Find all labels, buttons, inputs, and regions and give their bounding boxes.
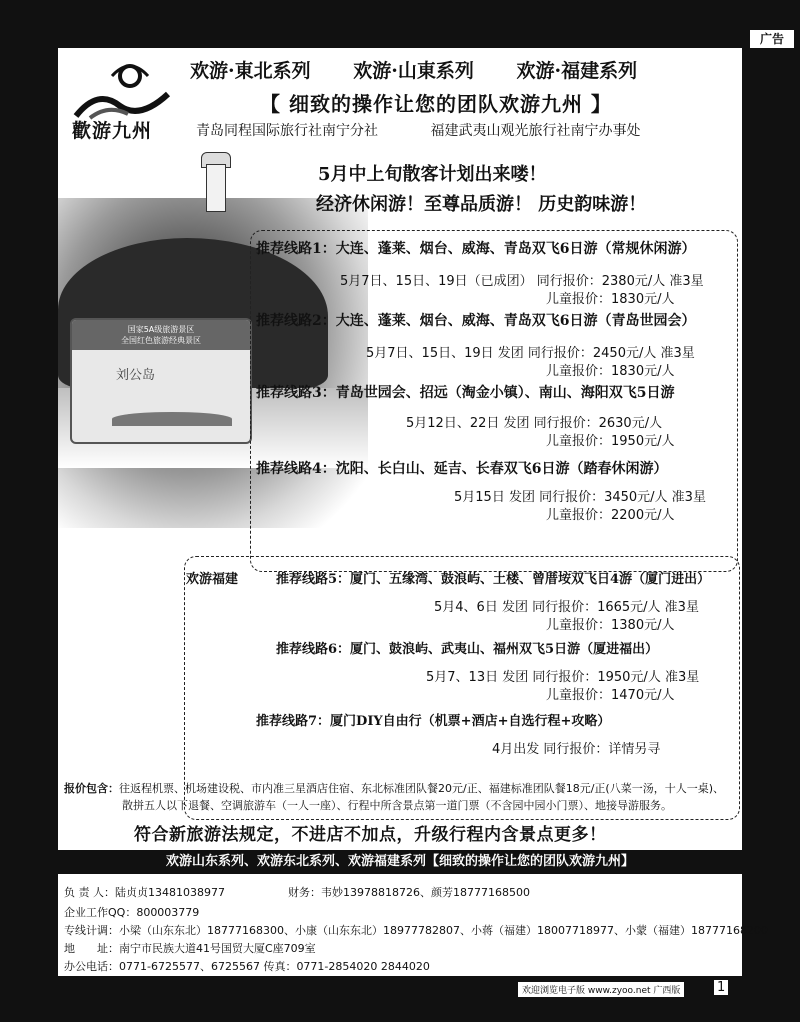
price-included-line: 散拼五人以下退餐、空调旅游车（一人一座）、行程中所含景点第一道门票（不含园中园小门票）、地接导游服务。 [122, 799, 672, 812]
page-number: 1 [714, 980, 728, 995]
contact-section [58, 850, 768, 976]
contact-manager: 负 责 人：陆贞贞13481038977 [64, 886, 225, 899]
law-slogan: 符合新旅游法规定，不进店不加点，升级行程内含景点更多！ [134, 825, 607, 845]
agency-wuyishan: 福建武夷山观光旅行社南宁办事处 [430, 123, 641, 139]
contact-qq: 企业工作QQ：800003779 [64, 906, 200, 919]
series-row [190, 56, 740, 83]
series-fujian: 欢游·福建系列 [516, 60, 638, 82]
series-shandong: 欢游·山東系列 [353, 60, 474, 82]
route-title: 推荐线路1：大连、蓬莱、烟台、威海、青岛双飞6日游（常规休闲游） [256, 241, 696, 257]
route-child-price: 儿童报价：1950元/人 [546, 434, 675, 449]
headline-schedule: 5月中上旬散客计划出来喽！ [318, 164, 547, 185]
route-title: 推荐线路2：大连、蓬莱、烟台、威海、青岛双飞6日游（青岛世园会） [256, 313, 696, 329]
route-child-price: 儿童报价：1380元/人 [546, 618, 675, 633]
route-child-price: 儿童报价：1830元/人 [546, 364, 675, 379]
route-price-line: 4月出发 同行报价：详情另寻 [492, 742, 661, 757]
agency-qingdao: 青岛同程国际旅行社南宁分社 [196, 123, 378, 139]
ad-label: 广告 [750, 30, 794, 48]
agencies [196, 120, 688, 140]
route-title: 推荐线路3：青岛世园会、招远（淘金小镇）、南山、海阳双飞5日游 [256, 385, 675, 401]
contact-address: 地 址：南宁市民族大道41号国贸大厦C座709室 [64, 942, 316, 955]
contact-finance: 财务：韦妙13978818726、颜芳18777168500 [288, 886, 530, 899]
route-price-line: 5月7、13日 发团 同行报价：1950元/人 准3星 [426, 670, 700, 685]
route-title: 推荐线路7：厦门DIY自由行（机票+酒店+自选行程+攻略） [256, 714, 611, 729]
headline-tour-types: 经济休闲游！至尊品质游！ 历史韵味游！ [316, 194, 647, 215]
slogan: 【 细致的操作让您的团队欢游九州 】 [260, 92, 612, 116]
route-title: 推荐线路6：厦门、鼓浪屿、武夷山、福州双飞5日游（厦进福出） [276, 642, 659, 657]
lighthouse [206, 164, 226, 212]
brand-logo-text: 歡游九州 [72, 120, 153, 142]
poster-title: 国家5A级旅游景区 全国红色旅游经典景区 [72, 320, 250, 350]
route-title: 推荐线路5：厦门、五缘湾、鼓浪屿、土楼、曾厝垵双飞日4游（厦门进出） [276, 572, 711, 587]
contact-phone: 办公电话：0771-6725577、6725567 传真：0771-2854020 2844020 [64, 960, 430, 973]
series-dongbei: 欢游·東北系列 [190, 60, 311, 82]
route-price-line: 5月12日、22日 发团 同行报价：2630元/人 [406, 416, 663, 431]
poster-island [112, 412, 232, 426]
price-included [64, 780, 736, 814]
scenic-poster [70, 318, 252, 444]
contact-hotline: 专线计调：小梁（山东东北）18777168300、小康（山东东北）18977782807、小蒋（福建）18007718977、小蒙（福建）18777168200 [64, 924, 768, 937]
poster-script: 刘公岛 [116, 368, 156, 383]
bottom-banner: 欢游山东系列、欢游东北系列、欢游福建系列【细致的操作让您的团队欢游九州】 [58, 850, 742, 874]
price-included-label: 报价包含： [64, 782, 119, 795]
route-price-line: 5月4、6日 发团 同行报价：1665元/人 准3星 [434, 600, 699, 615]
route-child-price: 儿童报价：2200元/人 [546, 508, 675, 523]
route-child-price: 儿童报价：1470元/人 [546, 688, 675, 703]
route-price-line: 5月15日 发团 同行报价：3450元/人 准3星 [454, 490, 706, 505]
route-price-line: 5月7日、15日、19日（已成团） 同行报价：2380元/人 准3星 [340, 274, 704, 289]
ad-page [58, 48, 742, 850]
route-title: 推荐线路4：沈阳、长白山、延吉、长春双飞6日游（踏春休闲游） [256, 461, 668, 477]
fujian-label: 欢游福建 [186, 572, 239, 587]
footer-site: 欢迎浏览电子版 www.zyoo.net 广西版 [518, 982, 684, 997]
price-included-line: 往返程机票、机场建设税、市内准三星酒店住宿、东北标准团队餐20元/正、福建标准团队餐18元/正(八菜一汤，十人一桌)、 [119, 782, 724, 795]
route-price-line: 5月7日、15日、19日 发团 同行报价：2450元/人 准3星 [366, 346, 695, 361]
route-child-price: 儿童报价：1830元/人 [546, 292, 675, 307]
